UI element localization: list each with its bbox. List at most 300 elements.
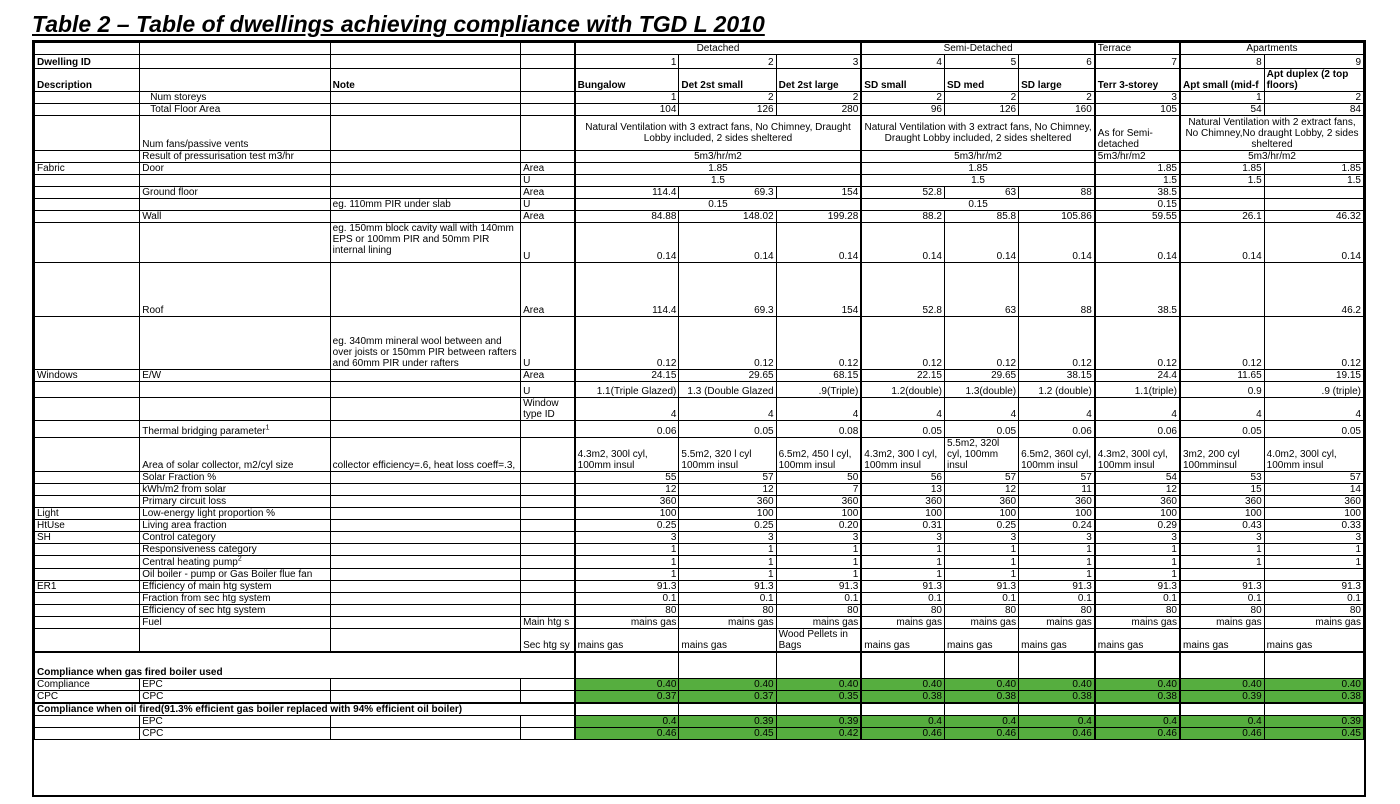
unit-cell (521, 617, 575, 629)
value-cell (861, 556, 944, 569)
cell-text: 2 (852, 92, 859, 103)
description-cell (140, 438, 330, 472)
cell-text: 0.33 (1341, 520, 1361, 531)
value-cell (1095, 421, 1180, 438)
unit-cell (521, 398, 575, 421)
value-cell (1180, 382, 1264, 398)
cell-text: 0.40 (1072, 678, 1092, 690)
cell-text: Efficiency of main htg system (142, 581, 272, 592)
value-cell (1264, 92, 1363, 104)
cell-text: 88 (1080, 187, 1092, 198)
cell-text: 0.1 (844, 593, 859, 604)
value-cell (861, 581, 944, 593)
value-cell (944, 496, 1018, 508)
value-cell (861, 508, 944, 520)
thermal-bridging-row (35, 421, 1364, 438)
note-cell (330, 223, 520, 263)
cell-text: 0.06 (656, 426, 677, 437)
unit-cell (521, 438, 575, 472)
cell-text: 114.4 (652, 305, 677, 316)
value-cell (679, 556, 776, 569)
description-cell (140, 382, 330, 398)
pressurisation-row (35, 151, 1364, 163)
value-cell (861, 187, 944, 199)
value-cell (1019, 727, 1095, 739)
cell-text: Apartments (1246, 43, 1298, 54)
note-cell (330, 263, 520, 317)
value-cell (1019, 211, 1095, 223)
description-cell (140, 690, 330, 703)
description-cell (140, 593, 330, 605)
value-cell (1095, 520, 1180, 532)
value-cell (1095, 472, 1180, 484)
cell-text: mains gas (681, 640, 727, 651)
note-cell (330, 556, 520, 569)
cell-text: eg. 110mm PIR under slab (332, 199, 451, 210)
note-cell (330, 104, 520, 116)
cell-text: 1 (670, 57, 677, 68)
value-cell (861, 617, 944, 629)
unit-cell (521, 317, 575, 370)
cell-text: 1.85 (1242, 163, 1262, 174)
value-cell (1264, 605, 1363, 617)
section-cell (35, 398, 140, 421)
value-cell (1019, 629, 1095, 653)
value-cell (776, 520, 861, 532)
cell-text: 4 (1355, 409, 1361, 420)
value-cell (575, 421, 679, 438)
empty-cell (1264, 703, 1363, 716)
cell-text: 0.14 (1157, 251, 1177, 262)
unit-cell (521, 593, 575, 605)
empty-cell (776, 652, 861, 678)
value-cell (1019, 55, 1095, 69)
empty-cell (35, 116, 140, 151)
value-cell (575, 104, 679, 116)
cell-text: 0.08 (838, 426, 859, 437)
cell-text: 12 (1005, 484, 1017, 495)
cell-text: 88 (1080, 305, 1092, 316)
cell-text: Responsiveness category (142, 544, 257, 555)
value-cell (1180, 496, 1264, 508)
cell-text: 0.38 (922, 690, 942, 702)
empty-cell (861, 652, 944, 678)
empty-cell (1095, 652, 1180, 678)
value-cell (944, 382, 1018, 398)
cell-text: Area of solar collector, m2/cyl size (142, 460, 294, 471)
value-cell (679, 629, 776, 653)
cell-text: As for Semi-detached (1097, 128, 1153, 150)
value-cell (1019, 617, 1095, 629)
empty-cell (1180, 703, 1264, 716)
cell-text: 360 (756, 496, 774, 507)
section-cell (35, 727, 140, 739)
cell-text: 0.40 (754, 678, 774, 690)
cell-text: 63 (1005, 305, 1017, 316)
value-cell (1095, 496, 1180, 508)
value-cell (861, 398, 944, 421)
value-cell (944, 605, 1018, 617)
value-cell (1180, 605, 1264, 617)
cell-text: 22.15 (916, 370, 942, 381)
cell-text: 3m2, 200 cyl 100mminsul (1182, 449, 1240, 471)
value-cell (679, 421, 776, 438)
empty-cell (35, 151, 140, 163)
value-cell (679, 438, 776, 472)
cell-text: 91.3 (1157, 581, 1177, 592)
cell-text: 0.40 (996, 678, 1017, 690)
dwelling-name (1180, 69, 1264, 92)
cell-text: 0.05 (1341, 426, 1361, 437)
cell-text: Fabric (37, 163, 65, 174)
value-cell (1180, 438, 1264, 472)
value-cell (1095, 715, 1180, 727)
unit-cell (521, 175, 575, 187)
value-cell (861, 484, 944, 496)
group-apartments (1180, 43, 1364, 55)
cell-text: mains gas (1315, 617, 1361, 628)
cell-text: Fraction from sec htg system (142, 593, 271, 604)
cell-text: 55 (665, 472, 677, 483)
note-header (330, 69, 520, 92)
cell-text: 0.15 (1157, 199, 1177, 210)
empty-cell (944, 703, 1018, 716)
note-cell (330, 421, 520, 438)
cell-text: SH (37, 532, 51, 543)
cell-text: 14 (1349, 484, 1361, 495)
section-cell (35, 317, 140, 370)
cell-text: CPC (142, 690, 164, 702)
oil-epc-row (35, 715, 1364, 727)
value-cell (1019, 581, 1095, 593)
cell-text: mains gas (896, 617, 942, 628)
cell-text: U (523, 251, 531, 262)
value-cell (944, 187, 1018, 199)
unit-cell (521, 263, 575, 317)
description-cell (140, 317, 330, 370)
value-cell (776, 263, 861, 317)
cell-text: 1.85 (968, 163, 988, 174)
unit-cell (521, 187, 575, 199)
section-cell (35, 163, 140, 175)
empty-cell (330, 55, 520, 69)
cell-text: 6 (1086, 57, 1092, 68)
cell-text: 360 (1160, 496, 1177, 507)
cell-text: 1 (1256, 92, 1262, 103)
empty-cell (330, 163, 520, 175)
cell-text: Natural Ventilation with 2 extract fans, No Chimney,No draught Lobby, 2 sides sheltered (1185, 116, 1359, 150)
cell-text: 360 (925, 496, 942, 507)
cell-text: Door (142, 163, 164, 174)
value-cell (1180, 629, 1264, 653)
value-cell (861, 727, 944, 739)
cell-text: Fuel (142, 617, 162, 628)
value-cell (1019, 690, 1095, 703)
cell-text: 0.4 (928, 715, 942, 727)
value-cell (776, 104, 861, 116)
cell-text: 3 (852, 532, 859, 543)
value-cell (1095, 544, 1180, 556)
value-cell (1095, 569, 1180, 581)
value-cell (944, 678, 1018, 690)
cell-text: mains gas (1021, 640, 1067, 651)
cell-text: 3 (1086, 532, 1092, 543)
description-cell (140, 92, 330, 104)
value-cell (1019, 382, 1095, 398)
cell-text: 0.46 (996, 727, 1017, 739)
value-cell (776, 556, 861, 569)
value-cell (679, 263, 776, 317)
value-cell (1019, 421, 1095, 438)
note-cell (330, 581, 520, 593)
cell-text: 3 (768, 532, 774, 543)
note-cell (330, 382, 520, 398)
value-cell (861, 163, 1095, 175)
value-cell (1264, 263, 1363, 317)
value-cell (861, 532, 944, 544)
value-cell (1095, 678, 1180, 690)
value-cell (1019, 438, 1095, 472)
cell-text: Area (523, 211, 545, 222)
value-cell (776, 421, 861, 438)
cell-text: U (523, 358, 531, 369)
cell-text: 0.1 (1163, 593, 1177, 604)
cell-text: E/W (142, 370, 162, 381)
value-cell (1264, 727, 1363, 739)
value-cell (575, 727, 679, 739)
cell-text: 5m3/hr/m2 (954, 151, 1002, 162)
note-cell (330, 472, 520, 484)
value-cell (1264, 678, 1363, 690)
description-cell (140, 727, 330, 739)
value-cell (944, 581, 1018, 593)
cell-text: 1 (768, 569, 774, 580)
cell-text: 1 (670, 544, 677, 555)
cell-text: 0.25 (656, 520, 677, 531)
value-cell (1095, 317, 1180, 370)
value-cell (776, 581, 861, 593)
value-cell (575, 569, 679, 581)
section-cell (35, 421, 140, 438)
value-cell (944, 211, 1018, 223)
cell-text: 57 (1349, 472, 1361, 483)
value-cell (944, 520, 1018, 532)
value-cell (861, 715, 944, 727)
cell-text: mains gas (946, 640, 993, 651)
note-cell (330, 484, 520, 496)
value-cell (1264, 544, 1363, 556)
cell-text: 0.05 (922, 426, 942, 437)
cell-text: Natural Ventilation with 3 extract fans, No Chimney, Draught Lobby included, 2 sides sheltered (585, 122, 851, 144)
section-cell (35, 211, 140, 223)
cell-text: 0.45 (1341, 727, 1361, 739)
value-cell (861, 629, 944, 653)
ventilation-terrace (1095, 116, 1180, 151)
gas-cpc-row (35, 690, 1364, 703)
cell-text: 5.5m2, 320 l cyl 100mm insul (681, 449, 752, 471)
cell-text: 68.15 (833, 370, 859, 381)
unit-cell (521, 104, 575, 116)
value-cell (679, 484, 776, 496)
cell-text: 1 (1171, 544, 1177, 555)
cell-text: 0.05 (996, 426, 1017, 437)
cell-text: 1 (768, 544, 774, 555)
cell-text: 11 (1081, 484, 1092, 495)
description-cell (140, 532, 330, 544)
compliance-table (34, 42, 1364, 740)
cell-text: Solar Fraction % (142, 472, 217, 483)
cell-text: Num storeys (150, 92, 207, 103)
cell-text: 0.4 (662, 715, 677, 727)
cell-text: 54 (1250, 104, 1262, 115)
cell-text: 0.24 (1072, 520, 1092, 531)
cell-text: 1 (936, 569, 942, 580)
cell-text: 126 (999, 104, 1017, 115)
cell-text: 0.14 (1242, 251, 1262, 262)
cell-text: Detached (696, 43, 740, 54)
header-row (35, 69, 1364, 92)
cell-text: 19.15 (1335, 370, 1361, 381)
value-cell (1264, 496, 1363, 508)
value-cell (575, 581, 679, 593)
cell-text: 0.12 (656, 358, 677, 369)
light-row (35, 508, 1364, 520)
value-cell (679, 520, 776, 532)
cell-text: 0.20 (838, 520, 859, 531)
cell-text: 0.05 (1242, 426, 1262, 437)
empty-cell (521, 151, 575, 163)
description-cell (140, 556, 330, 569)
value-cell (1180, 593, 1264, 605)
cell-text: 0.37 (656, 690, 677, 702)
value-cell (776, 55, 861, 69)
value-cell (679, 223, 776, 263)
cell-text: 0.39 (1341, 715, 1361, 727)
cell-text: 100 (1344, 508, 1361, 519)
value-cell (575, 175, 862, 187)
unit-cell (521, 520, 575, 532)
value-cell (575, 472, 679, 484)
cell-text: Compliance when oil fired(91.3% efficient gas boiler replaced with 94% efficient oil boiler) (37, 703, 463, 715)
cell-text: 13 (930, 484, 942, 495)
value-cell (575, 520, 679, 532)
value-cell (1095, 438, 1180, 472)
cell-text: 1.5 (1347, 175, 1361, 186)
description-cell (140, 544, 330, 556)
value-cell (1264, 629, 1363, 653)
cell-text: Efficiency of sec htg system (142, 605, 266, 616)
section-cell (35, 715, 140, 727)
cell-text: 1 (936, 544, 942, 555)
cell-text: 0.38 (1072, 690, 1092, 702)
section-cell (35, 508, 140, 520)
cell-text: 0.29 (1157, 520, 1177, 531)
cell-text: mains gas (577, 640, 624, 651)
value-cell (1019, 223, 1095, 263)
value-cell (861, 55, 944, 69)
wall-area-row (35, 211, 1364, 223)
cell-text: 1 (1256, 544, 1262, 555)
cell-text: Low-energy light proportion % (142, 508, 276, 519)
value-cell (1264, 569, 1363, 581)
cell-text: EPC (142, 678, 163, 690)
value-cell (776, 605, 861, 617)
cell-text: 5m3/hr/m2 (694, 151, 742, 162)
value-cell (1095, 605, 1180, 617)
cell-text: 1.2 (double) (1038, 386, 1092, 397)
value-cell (575, 438, 679, 472)
cell-text: 12 (665, 484, 677, 495)
cell-text: 1.5 (971, 175, 985, 186)
section-cell (35, 678, 140, 690)
footnote-marker: 2 (237, 555, 242, 563)
empty-cell (1264, 199, 1363, 211)
cell-text: 4.3m2, 300l cyl, 100mm insul (577, 449, 648, 471)
cell-text: 80 (1165, 605, 1177, 616)
cell-text: 0.40 (838, 678, 859, 690)
group-header-row (35, 43, 1364, 55)
empty-cell (1095, 703, 1180, 716)
empty-cell (330, 151, 520, 163)
value-cell (1019, 484, 1095, 496)
cell-text: mains gas (864, 640, 910, 651)
description-cell (140, 421, 330, 438)
cell-text: ER1 (37, 581, 57, 592)
value-cell (944, 104, 1018, 116)
oil-compliance-heading (35, 703, 575, 716)
cell-text: Semi-Detached (943, 43, 1013, 54)
value-cell (1019, 520, 1095, 532)
value-cell (575, 617, 679, 629)
cell-text: 3 (1355, 532, 1361, 543)
value-cell (861, 690, 944, 703)
value-cell (944, 629, 1018, 653)
cell-text: 0.35 (838, 690, 859, 702)
cell-text: 96 (930, 104, 942, 115)
cell-text: 0.05 (754, 426, 774, 437)
cell-text: 100 (925, 508, 942, 519)
value-cell (1264, 211, 1363, 223)
description-cell (140, 496, 330, 508)
cell-text: 63 (1005, 187, 1017, 198)
cell-text: 15 (1250, 484, 1262, 495)
description-cell (140, 151, 330, 163)
cell-text: Num fans/passive vents (142, 139, 249, 150)
note-cell (330, 727, 520, 739)
note-cell (330, 605, 520, 617)
cell-text: 0.14 (656, 251, 677, 262)
note-cell (330, 317, 520, 370)
value-cell (1095, 223, 1180, 263)
value-cell (1264, 520, 1363, 532)
empty-cell (330, 116, 520, 151)
section-cell (35, 92, 140, 104)
value-cell (776, 496, 861, 508)
value-cell (776, 398, 861, 421)
note-cell (330, 199, 520, 211)
value-cell (944, 690, 1018, 703)
unit-cell (521, 581, 575, 593)
value-cell (1264, 398, 1363, 421)
value-cell (679, 605, 776, 617)
value-cell (1180, 544, 1264, 556)
description-cell (140, 370, 330, 382)
cell-text: 100 (1075, 508, 1092, 519)
value-cell (776, 569, 861, 581)
cell-text: 1.3(double) (965, 386, 1017, 397)
description-header (35, 69, 140, 92)
cell-text: Thermal bridging parameter (142, 426, 266, 437)
